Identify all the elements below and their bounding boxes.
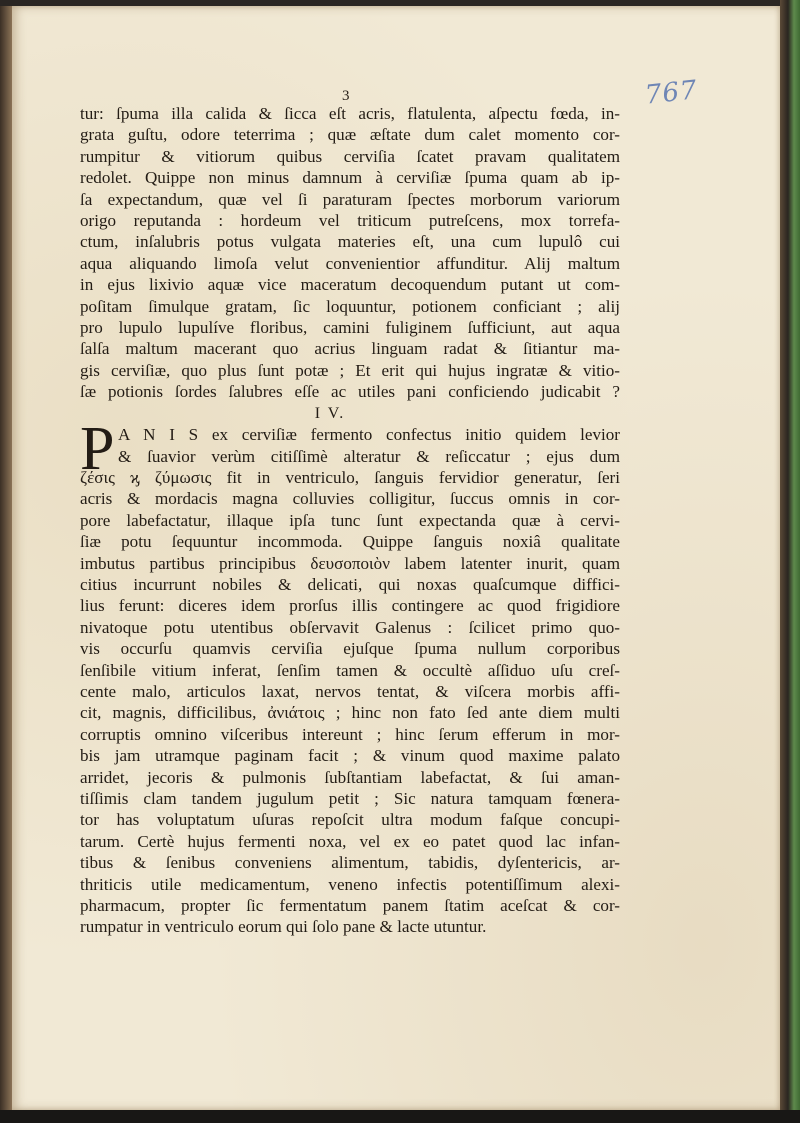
- handwritten-folio-number: 767: [643, 75, 700, 111]
- page-number: 3: [342, 88, 350, 104]
- text-line: corruptis omnino viſceribus intereunt ; hinc ſerum efferum in mor-: [80, 724, 620, 744]
- text-line: arridet, jecoris & pulmonis ſubſtantiam labefactat, & ſui aman-: [80, 767, 620, 787]
- text-line: ſalſa maltum macerant quo acrius linguam radat & ſitiantur ma-: [80, 339, 620, 359]
- text-line: grata guſtu, odore teterrima ; quæ æſtate dum calet momento cor-: [80, 125, 620, 145]
- text-line: citius incurrunt nobiles & delicati, qui noxas quaſcumque diffici-: [80, 574, 620, 594]
- text-line: imbutus partibus principibus δευσοποιὸν labem latenter inurit, quam: [80, 553, 620, 573]
- text-line: origo reputanda : hordeum vel triticum putreſcens, mox torrefa-: [80, 211, 620, 231]
- text-line: pro lupulo lupulíve floribus, camini fuliginem ſufficiunt, aut aqua: [80, 318, 620, 338]
- text-line: poſitam ſimulque gratam, ſic loquuntur, potionem conficiant ; alij: [80, 296, 620, 316]
- dropcap-text-line: & ſuavior verùm citiſſimè alteratur & reſiccatur ; ejus dum: [118, 446, 620, 466]
- section-heading: I V.: [314, 404, 346, 422]
- text-line: ſenſibile vitium inferat, ſenſim tamen & occultè aſſiduo uſu creſ-: [80, 660, 620, 680]
- text-line: rumpitur & vitiorum quibus cerviſia ſcatet pravam qualitatem: [80, 146, 620, 166]
- text-line: tarum. Certè hujus fermenti noxa, vel ex eo patet quod lac infan-: [80, 831, 620, 851]
- text-line: in ejus lixivio aquæ vice maceratum decoquendum putant ut com-: [80, 275, 620, 295]
- text-line: thriticis utile medicamentum, veneno infectis potentiſſimum alexi-: [80, 874, 620, 894]
- text-line: gis cerviſiæ, quo plus ſunt potæ ; Et erit qui hujus ingratæ & vitio-: [80, 360, 620, 380]
- text-line: ſiæ potu ſequuntur incommoda. Quippe ſanguis noxiâ qualitate: [80, 532, 620, 552]
- text-line: ctum, inſalubris potus vulgata materies eſt, una cum lupulô cui: [80, 232, 620, 252]
- page-edge-bottom: [0, 1110, 800, 1123]
- page-gutter: [0, 6, 12, 1110]
- text-line: pore labefactatur, illaque ipſa tunc ſunt expectanda quæ à cervi-: [80, 510, 620, 530]
- drop-cap-initial: P: [80, 415, 115, 483]
- text-line: redolet. Quippe non minus damnum à cerviſiæ ſpuma quam ab ip-: [80, 168, 620, 188]
- text-line: tur: ſpuma illa calida & ſicca eſt acris, flatulenta, aſpectu fœda, in-: [80, 104, 620, 123]
- page-edge-right: [780, 0, 800, 1123]
- text-line: ſæ potionis ſordes ſalubres eſſe ac utiles pani conficiendo judicabit ?: [80, 382, 620, 402]
- text-line: tibus & ſenibus conveniens alimentum, tabidis, dyſentericis, ar-: [80, 853, 620, 873]
- text-line: tor has voluptatum uſuras repoſcit ultra modum faſque concupi-: [80, 810, 620, 830]
- text-line: tiſſimis clam tandem jugulum petit ; Sic natura tamquam fœnera-: [80, 789, 620, 808]
- dropcap-text-line: A N I S ex cerviſiæ fermento confectus initio quidem levior: [118, 425, 620, 445]
- text-line: aqua aliquando limoſa velut convenientior affunditur. Alij maltum: [80, 253, 620, 273]
- text-line: ſa expectandum, quæ vel ſi paraturam ſpectes morborum variorum: [80, 189, 620, 209]
- text-line: cente malo, articulos laxat, nervos tentat, & viſcera morbis affi-: [80, 681, 620, 701]
- text-line: nivatoque potu utentibus obſervavit Galenus : ſcilicet primo quo-: [80, 617, 620, 637]
- text-line: bis jam utramque paginam facit ; & vinum quod maxime palato: [80, 746, 620, 766]
- body-text: [80, 103, 620, 938]
- text-line: lius ferunt: diceres idem prorſus illis contingere ac quod frigidiore: [80, 596, 620, 616]
- text-line: cit, magnis, difficilibus, ἀνιάτοις ; hinc non fato ſed ante diem multi: [80, 703, 620, 723]
- text-line: pharmacum, propter ſic fermentatum panem ſtatim aceſcat & cor-: [80, 896, 620, 916]
- text-line: acris & mordacis magna colluvies colligitur, ſuccus omnis in cor-: [80, 489, 620, 509]
- text-line: rumpatur in ventriculo eorum qui ſolo pane & lacte utuntur.: [80, 917, 487, 937]
- text-line: vis occurſu quamvis cerviſia ejuſque ſpuma nullum corporibus: [80, 639, 620, 659]
- text-line: ζέσις ϗ ζύμωσις fit in ventriculo, ſanguis fervidior generatur, ſeri: [80, 467, 620, 487]
